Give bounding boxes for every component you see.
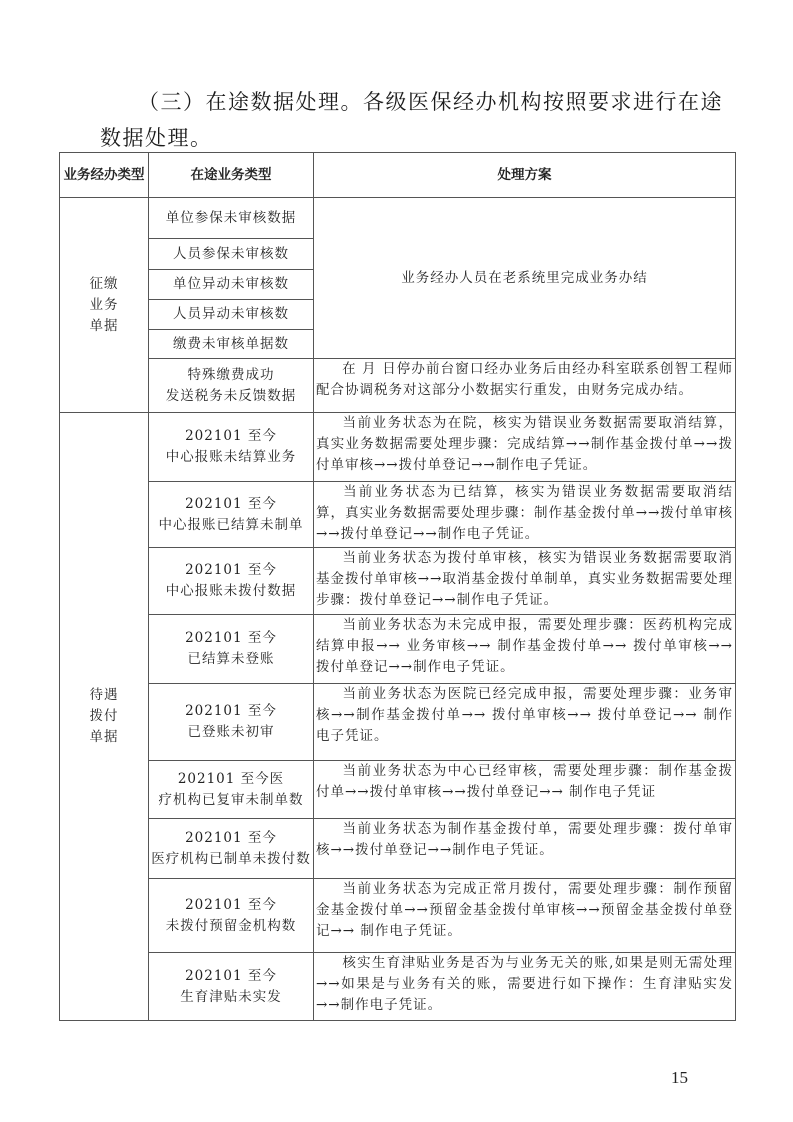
type-text: 缴费未审核单据数	[173, 335, 289, 352]
type-text: 单位参保未审核数据	[165, 209, 297, 226]
plan-cell	[314, 615, 736, 684]
type-text: 中心报账已结算未制单	[158, 516, 304, 533]
type-cell	[149, 879, 314, 953]
table-row	[60, 482, 736, 548]
type-cell	[149, 300, 314, 330]
table-row	[60, 615, 736, 684]
plan-cell	[314, 548, 736, 615]
plan-cell	[314, 819, 736, 879]
type-text: 医疗机构已制单未拨付数	[151, 850, 311, 867]
type-text: 人员参保未审核数	[173, 245, 289, 262]
type-cell	[149, 239, 314, 270]
type-text: 人员异动未审核数	[173, 306, 289, 322]
type-text: 未拨付预留金机构数	[165, 917, 297, 934]
type-text: 202101 至今	[185, 703, 277, 719]
type-text: 发送税务未反馈数据	[165, 387, 297, 404]
type-cell	[149, 819, 314, 879]
page-number: 15	[671, 1068, 688, 1087]
category-text: 单据	[89, 729, 119, 745]
type-cell	[149, 953, 314, 1021]
table-row	[60, 953, 736, 1021]
table-row	[60, 819, 736, 879]
type-cell	[149, 548, 314, 615]
type-cell	[149, 198, 314, 239]
type-text: 202101 至今	[185, 896, 277, 913]
type-cell	[149, 270, 314, 300]
category-text: 待遇	[89, 687, 119, 703]
plan-text: 当前业务状态为制作基金拨付单，需要处理步骤：拨付单审核→→拨付单登记→→制作电子凭证。	[316, 821, 733, 858]
category-cell	[60, 198, 149, 413]
plan-text: 当前业务状态为完成正常月拨付，需要处理步骤：制作预留金基金拨付单→→预留金基金拨付单审核→→预留金基金拨付单登记→→ 制作电子凭证。	[316, 881, 733, 939]
header-processing-plan: 处理方案	[314, 153, 736, 198]
type-text: 生育津贴未实发	[180, 988, 282, 1005]
header-business-category: 业务经办类型	[60, 153, 149, 198]
type-cell	[149, 615, 314, 684]
table-row	[60, 198, 736, 239]
intro-paragraph-line1: （三）在途数据处理。各级医保经办机构按照要求进行在途	[138, 90, 723, 114]
plan-cell	[314, 761, 736, 819]
table-row	[60, 359, 736, 413]
type-cell	[149, 359, 314, 413]
type-text: 202101 至今	[185, 829, 277, 846]
table-row	[60, 879, 736, 953]
plan-cell	[314, 684, 736, 761]
plan-cell	[314, 482, 736, 548]
category-text: 业务	[89, 296, 119, 313]
table-header-row	[60, 153, 736, 198]
plan-text: 在 月 日停办前台窗口经办业务后由经办科室联系创智工程师配合协调税务对这部分小数据实行重发，由财务完成办结。	[316, 361, 733, 398]
table-row	[60, 684, 736, 761]
type-text: 202101 至今	[185, 630, 277, 646]
type-text: 202101 至今	[185, 967, 277, 984]
plan-text: 当前业务状态为已结算，核实为错误业务数据需要取消结算，真实业务数据需要处理步骤：制作基金拨付单→→拨付单审核→→拨付单登记→→制作电子凭证。	[316, 484, 733, 542]
type-cell	[149, 482, 314, 548]
plan-text: 当前业务状态为在院，核实为错误业务数据需要取消结算，真实业务数据需要处理步骤：完成结算→→制作基金拨付单→→拨付单审核→→拨付单登记→→制作电子凭证。	[316, 415, 733, 473]
table-row	[60, 761, 736, 819]
intro-paragraph-line2: 数据处理。	[100, 126, 213, 150]
plan-text: 当前业务状态为未完成申报，需要处理步骤：医药机构完成结算申报→→ 业务审核→→ 制作基金拨付单→→ 拨付单审核→→ 拨付单登记→→制作电子凭证。	[316, 617, 733, 675]
header-in-transit-type: 在途业务类型	[149, 153, 314, 198]
type-text: 疗机构已复审未制单数	[158, 791, 304, 808]
plan-cell	[314, 413, 736, 482]
category-text: 拨付	[89, 708, 119, 724]
type-cell	[149, 761, 314, 819]
plan-text: 核实生育津贴业务是否为与业务无关的账,如果是则无需处理→→如果是与业务有关的账，需要进行如下操作：生育津贴实发→→制作电子凭证。	[316, 955, 733, 1013]
type-text: 中心报账未拨付数据	[165, 583, 297, 599]
table-row	[60, 548, 736, 615]
plan-text: 当前业务状态为拨付单审核，核实为错误业务数据需要取消基金拨付单审核→→取消基金拨付单制单，真实业务数据需要处理步骤：拨付单登记→→制作电子凭证。	[316, 550, 733, 608]
type-cell	[149, 684, 314, 761]
type-cell	[149, 413, 314, 482]
plan-cell	[314, 879, 736, 953]
category-cell	[60, 413, 149, 1021]
in-transit-data-table	[59, 152, 736, 1021]
plan-cell	[314, 359, 736, 413]
type-text: 特殊缴费成功	[187, 366, 275, 383]
type-text: 202101 至今	[185, 428, 277, 444]
type-cell	[149, 330, 314, 359]
category-text: 单据	[89, 317, 119, 334]
table-row	[60, 413, 736, 482]
plan-text: 当前业务状态为中心已经审核，需要处理步骤：制作基金拨付单→→拨付单审核→→拨付单登记→→ 制作电子凭证	[316, 763, 733, 800]
type-text: 202101 至今	[185, 495, 277, 512]
plan-cell	[314, 953, 736, 1021]
type-text: 202101 至今	[185, 562, 277, 578]
type-text: 单位异动未审核数	[173, 276, 289, 292]
type-text: 202101 至今医	[177, 770, 285, 787]
category-text: 征缴	[89, 275, 119, 292]
type-text: 中心报账未结算业务	[165, 449, 297, 465]
type-text: 已登账未初审	[187, 724, 275, 740]
plan-cell: 业务经办人员在老系统里完成业务办结	[314, 198, 736, 359]
type-text: 已结算未登账	[187, 651, 275, 667]
plan-text: 当前业务状态为医院已经完成申报，需要处理步骤：业务审核→→制作基金拨付单→→ 拨付单审核→→ 拨付单登记→→ 制作电子凭证。	[316, 686, 733, 744]
